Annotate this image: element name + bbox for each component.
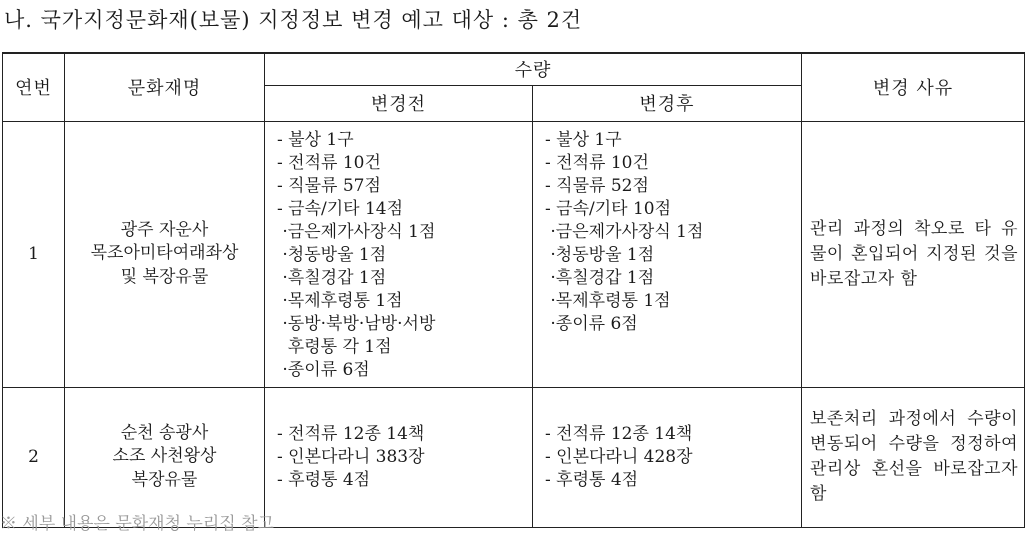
quantity-line: - 금속/기타 14점 — [277, 198, 404, 219]
designation-change-table — [2, 52, 1025, 528]
quantity-line: ·흑칠경갑 1점 — [277, 267, 387, 288]
heritage-name-line: 순천 송광사 — [120, 422, 209, 443]
quantity-line: ·청동방울 1점 — [545, 244, 655, 265]
heritage-name — [65, 387, 265, 527]
header-after: 변경후 — [533, 85, 802, 121]
quantity-line: ·동방·북방·남방·서방 — [277, 313, 436, 334]
quantity-line: ·청동방울 1점 — [277, 244, 387, 265]
change-reason: 보존처리 과정에서 수량이 변동되어 수량을 정정하여 관리상 혼선을 바로잡고자 함 — [802, 387, 1025, 527]
quantity-line: 후령통 각 1점 — [277, 336, 392, 357]
header-quantity: 수량 — [265, 53, 802, 85]
heritage-name-line: 복장유물 — [131, 469, 198, 490]
quantity-before — [265, 121, 533, 387]
quantity-line: - 후령통 4점 — [277, 469, 371, 490]
quantity-line: - 직물류 52점 — [545, 175, 649, 196]
header-reason: 변경 사유 — [802, 53, 1025, 121]
quantity-before — [265, 387, 533, 527]
quantity-line: ·흑칠경갑 1점 — [545, 267, 655, 288]
quantity-line: - 전적류 10건 — [545, 152, 649, 173]
quantity-line: ·종이류 6점 — [277, 359, 370, 380]
quantity-line: ·목제후령통 1점 — [545, 290, 671, 311]
quantity-line: ·금은제가사장식 1점 — [277, 221, 436, 242]
quantity-line: - 전적류 10건 — [277, 152, 381, 173]
quantity-after — [533, 387, 802, 527]
row-number: 2 — [3, 387, 65, 527]
heritage-name-line: 광주 자운사 — [120, 219, 209, 240]
heritage-name-line: 소조 사천왕상 — [112, 446, 217, 467]
cut-off-footnote — [0, 514, 1024, 534]
section-heading: 나. 국가지정문화재(보물) 지정정보 변경 예고 대상 : 총 2건 — [4, 8, 583, 32]
header-name: 문화재명 — [65, 53, 265, 121]
quantity-line: - 전적류 12종 14책 — [277, 423, 425, 444]
table-row — [3, 387, 1025, 527]
quantity-line: ·종이류 6점 — [545, 313, 638, 334]
quantity-line: - 전적류 12종 14책 — [545, 423, 693, 444]
quantity-line: - 후령통 4점 — [545, 469, 639, 490]
heritage-name-line: 목조아미타여래좌상 — [90, 243, 239, 264]
heritage-name-line: 및 복장유물 — [120, 266, 209, 287]
quantity-line: - 불상 1구 — [277, 129, 354, 150]
quantity-line: - 인본다라니 383장 — [277, 446, 425, 467]
change-reason: 관리 과정의 착오로 타 유물이 혼입되어 지정된 것을 바로잡고자 함 — [802, 121, 1025, 387]
quantity-line: - 직물류 57점 — [277, 175, 381, 196]
quantity-line: ·금은제가사장식 1점 — [545, 221, 704, 242]
quantity-after — [533, 121, 802, 387]
heritage-name — [65, 121, 265, 387]
table-row — [3, 121, 1025, 387]
header-before: 변경전 — [265, 85, 533, 121]
header-no: 연번 — [3, 53, 65, 121]
quantity-line: - 인본다라니 428장 — [545, 446, 693, 467]
quantity-line: - 불상 1구 — [545, 129, 622, 150]
footnote-text: ※ 세부 내용은 문화재청 누리집 참고 — [0, 514, 274, 534]
row-number: 1 — [3, 121, 65, 387]
quantity-line: - 금속/기타 10점 — [545, 198, 672, 219]
quantity-line: ·목제후령통 1점 — [277, 290, 403, 311]
